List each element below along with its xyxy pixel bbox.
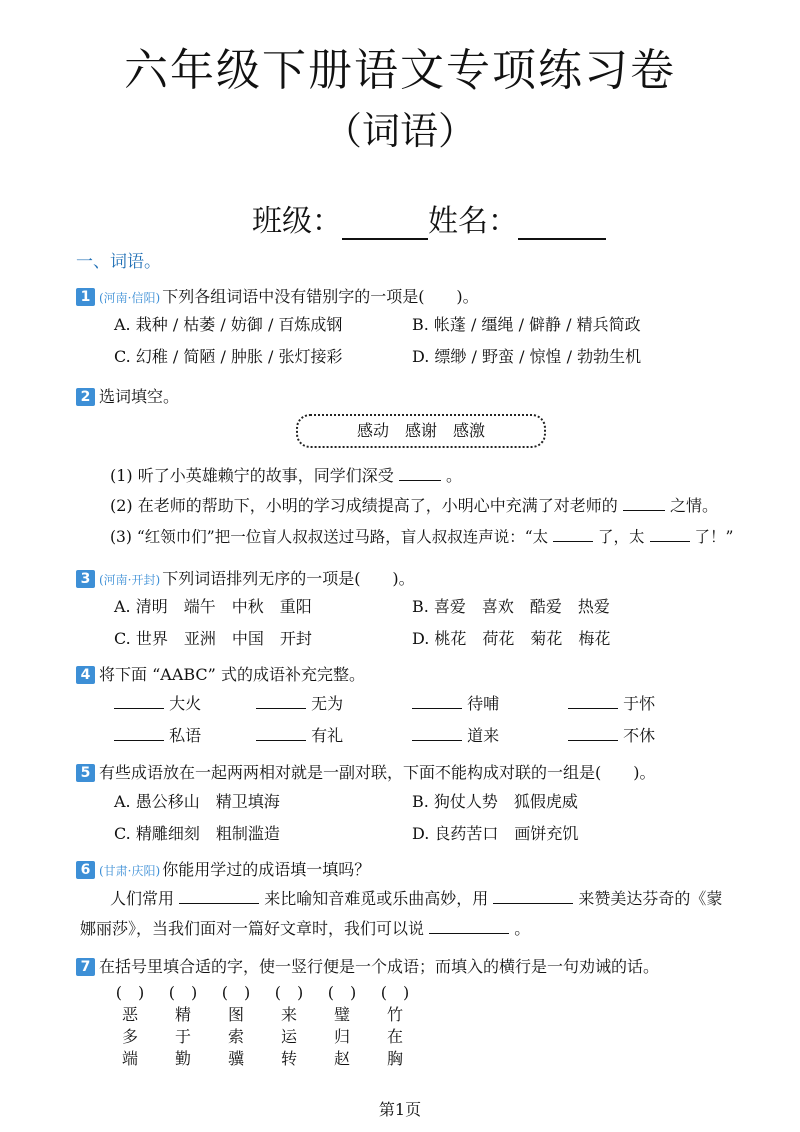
answer-blank[interactable] <box>429 919 509 934</box>
q3-option-a[interactable]: A. 清明 端午 中秋 重阳 <box>114 597 312 616</box>
sentence-text: 来比喻知音难觅或乐曲高妙，用 <box>264 889 489 908</box>
idiom-suffix: 不休 <box>623 726 656 745</box>
sentence-text: 娜丽莎》，当我们面对一篇好文章时，我们可以说 <box>80 919 425 938</box>
answer-blank[interactable] <box>114 694 164 709</box>
sentence-text: 了，太 <box>598 528 645 546</box>
idiom-item <box>568 691 655 714</box>
paren-blank[interactable]: ( ) <box>380 983 410 1002</box>
q5-option-d[interactable]: D. 良药苦口 画饼充饥 <box>412 824 579 843</box>
grid-char: 竹 <box>386 1005 403 1024</box>
question-number-badge: 6 <box>76 861 95 879</box>
grid-column <box>269 982 309 1070</box>
answer-blank[interactable] <box>256 694 306 709</box>
word-choice-box: 感动 感谢 感激 <box>296 414 546 448</box>
grid-char: 图 <box>227 1005 244 1024</box>
idiom-suffix: 待哺 <box>467 694 500 713</box>
question-number-badge: 1 <box>76 288 95 306</box>
sentence-text: 。 <box>445 466 462 485</box>
idiom-suffix: 于怀 <box>623 694 656 713</box>
q5-option-c[interactable]: C. 精雕细刻 粗制滥造 <box>114 824 280 843</box>
grid-char: 璧 <box>333 1005 350 1024</box>
q1-option-a[interactable]: A. 栽种 / 枯萎 / 妨御 / 百炼成钢 <box>114 315 343 334</box>
answer-blank[interactable] <box>493 889 573 904</box>
grid-char: 端 <box>121 1049 138 1068</box>
question-number-badge: 7 <box>76 958 95 976</box>
grid-char: 赵 <box>333 1049 350 1068</box>
q6-line-1 <box>110 886 722 909</box>
paren-blank[interactable]: ( ) <box>327 983 357 1002</box>
question-source: (河南·信阳) <box>99 291 161 305</box>
idiom-item <box>256 723 343 746</box>
idiom-suffix: 私语 <box>169 726 202 745</box>
question-source: (甘肃·庆阳) <box>99 864 161 878</box>
class-label: 班级： <box>252 204 342 239</box>
answer-blank[interactable] <box>568 726 618 741</box>
answer-blank[interactable] <box>412 726 462 741</box>
idiom-suffix: 无为 <box>311 694 344 713</box>
page-subtitle: （词语） <box>323 109 476 153</box>
q5-option-b[interactable]: B. 狗仗人势 狐假虎威 <box>412 792 578 811</box>
name-label: 姓名： <box>428 204 518 239</box>
grid-char: 勤 <box>174 1049 191 1068</box>
question-5 <box>76 760 656 783</box>
grid-char: 来 <box>280 1005 297 1024</box>
grid-column <box>163 982 203 1070</box>
sentence-text: (3) “红领巾们”把一位盲人叔叔送过马路，盲人叔叔连声说：“太 <box>110 528 549 546</box>
grid-column <box>322 982 362 1070</box>
answer-blank[interactable] <box>179 889 259 904</box>
paren-blank[interactable]: ( ) <box>274 983 304 1002</box>
question-text: 选词填空。 <box>99 387 180 406</box>
name-field[interactable] <box>518 208 606 240</box>
idiom-item <box>114 691 201 714</box>
question-number-badge: 3 <box>76 570 95 588</box>
idiom-item <box>412 691 499 714</box>
q2-sentence-3 <box>110 525 733 547</box>
answer-blank[interactable] <box>399 466 441 481</box>
answer-blank[interactable] <box>256 726 306 741</box>
grid-char: 骥 <box>227 1049 244 1068</box>
question-number-badge: 5 <box>76 764 95 782</box>
q2-sentence-1 <box>110 463 462 486</box>
sentence-text: 人们常用 <box>110 889 175 908</box>
page-title: 六年级下册语文专项练习卷 <box>124 45 676 96</box>
answer-blank[interactable] <box>623 496 665 511</box>
class-name-line <box>252 196 606 240</box>
question-text: 下列各组词语中没有错别字的一项是( )。 <box>162 287 479 306</box>
grid-char: 精 <box>174 1005 191 1024</box>
idiom-suffix: 大火 <box>169 694 202 713</box>
grid-char: 运 <box>280 1027 297 1046</box>
idiom-item <box>568 723 655 746</box>
grid-column <box>110 982 150 1070</box>
question-text: 下列词语排列无序的一项是( )。 <box>162 569 415 588</box>
grid-column <box>375 982 415 1070</box>
idiom-item <box>412 723 499 746</box>
sentence-text: 之情。 <box>669 496 718 515</box>
idiom-suffix: 道来 <box>467 726 500 745</box>
sentence-text: 了！” <box>694 528 734 546</box>
question-number-badge: 2 <box>76 388 95 406</box>
q6-line-2 <box>80 916 530 939</box>
section-title: 一、词语。 <box>76 252 161 272</box>
paren-blank[interactable]: ( ) <box>168 983 198 1002</box>
answer-blank[interactable] <box>412 694 462 709</box>
grid-column <box>216 982 256 1070</box>
sentence-text: (1) 听了小英雄赖宁的故事，同学们深受 <box>110 466 394 485</box>
question-3 <box>76 566 415 589</box>
grid-char: 恶 <box>121 1005 138 1024</box>
question-text: 在括号里填合适的字，使一竖行便是一个成语；而填入的横行是一句劝诫的话。 <box>99 957 660 976</box>
page-number: 第1页 <box>378 1100 422 1119</box>
question-text: 有些成语放在一起两两相对就是一副对联，下面不能构成对联的一组是( )。 <box>99 763 656 782</box>
answer-blank[interactable] <box>568 694 618 709</box>
class-field[interactable] <box>342 208 428 240</box>
question-text: 你能用学过的成语填一填吗？ <box>162 860 371 879</box>
grid-char: 胸 <box>386 1049 403 1068</box>
idiom-item <box>114 723 201 746</box>
sentence-text: 来赞美达芬奇的《蒙 <box>578 889 723 908</box>
question-text: 将下面 “AABC” 式的成语补充完整。 <box>99 665 365 684</box>
sentence-text: 。 <box>514 919 531 938</box>
question-number-badge: 4 <box>76 666 95 684</box>
q3-option-c[interactable]: C. 世界 亚洲 中国 开封 <box>114 629 312 648</box>
q1-option-c[interactable]: C. 幻稚 / 简陋 / 肿胀 / 张灯接彩 <box>114 347 343 366</box>
grid-char: 归 <box>333 1027 350 1046</box>
q3-option-b[interactable]: B. 喜爱 喜欢 酷爱 热爱 <box>412 597 610 616</box>
q1-option-d[interactable]: D. 缥缈 / 野蛮 / 惊惶 / 勃勃生机 <box>412 347 642 366</box>
grid-char: 在 <box>386 1027 403 1046</box>
answer-blank[interactable] <box>553 527 593 542</box>
answer-blank[interactable] <box>114 726 164 741</box>
question-source: (河南·开封) <box>99 573 161 587</box>
grid-char: 多 <box>121 1027 138 1046</box>
q2-sentence-2 <box>110 493 718 516</box>
question-4 <box>76 662 365 685</box>
grid-char: 转 <box>280 1049 297 1068</box>
question-2 <box>76 384 179 407</box>
question-6 <box>76 857 370 880</box>
q1-option-b[interactable]: B. 帐蓬 / 缰绳 / 僻静 / 精兵简政 <box>412 315 641 334</box>
paren-blank[interactable]: ( ) <box>221 983 251 1002</box>
grid-char: 索 <box>227 1027 244 1046</box>
idiom-item <box>256 691 343 714</box>
q5-option-a[interactable]: A. 愚公移山 精卫填海 <box>114 792 280 811</box>
q3-option-d[interactable]: D. 桃花 荷花 菊花 梅花 <box>412 629 611 648</box>
paren-blank[interactable]: ( ) <box>115 983 145 1002</box>
grid-char: 于 <box>174 1027 191 1046</box>
answer-blank[interactable] <box>650 527 690 542</box>
idiom-suffix: 有礼 <box>311 726 344 745</box>
question-1 <box>76 284 479 307</box>
question-7 <box>76 954 659 977</box>
sentence-text: (2) 在老师的帮助下，小明的学习成绩提高了，小明心中充满了对老师的 <box>110 496 618 515</box>
